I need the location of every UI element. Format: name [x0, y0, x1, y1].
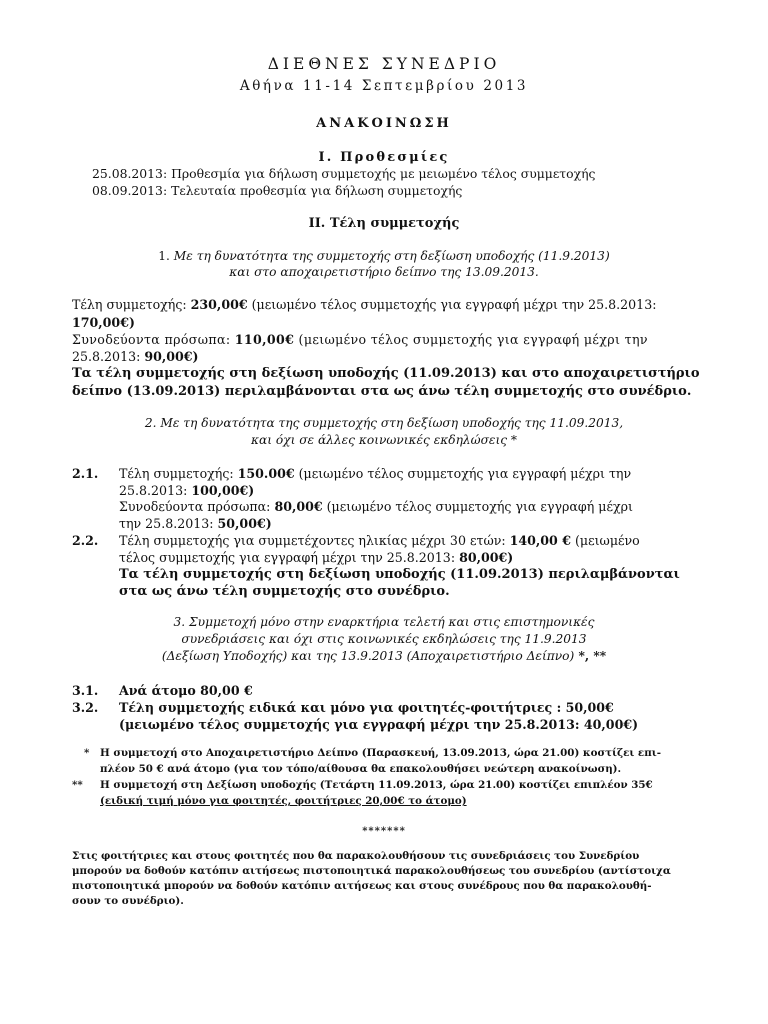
- footnote-marker-2: **: [72, 779, 83, 791]
- option1-included-line1: Τα τέλη συμμετοχής στη δεξίωση υποδοχής (11.09.2013) και στο αποχαιρετιστήριο: [72, 366, 700, 381]
- companions-reduced-note: (μειωμένο τέλος συμμετοχής για εγγραφή μέχρι: [322, 499, 633, 514]
- option3-footnote-markers: *, **: [574, 649, 607, 663]
- final-note-line2: μπορούν να δοθούν κατόπιν αιτήσεως πιστοποιητικά παρακολουθήσεως του συνεδρίου (αντίστοιχα: [72, 865, 671, 877]
- companions-reduced-note: (μειωμένο τέλος συμμετοχής για εγγραφή μέχρι την: [294, 332, 648, 347]
- companions-amount: 110,00€: [234, 332, 295, 347]
- footnote-1-line2: πλέον 50 € ανά άτομο (για τον τόπο/αίθουσα θα επακολουθήσει νεώτερη ανακοίνωση).: [100, 763, 622, 775]
- reduced-amount: 80,00€): [459, 550, 514, 565]
- option3-line3: [0, 649, 768, 663]
- conference-dates: Αθήνα 11-14 Σεπτεμβρίου 2013: [239, 78, 529, 94]
- option3-line3-text: (Δεξίωση Υποδοχής) και της 13.9.2013 (Αποχαιρετιστήριο Δείπνο): [161, 649, 575, 663]
- item-2-2-fee: [119, 533, 640, 548]
- option1-companions-reduced: [72, 349, 199, 364]
- item-3-1-fee: Ανά άτομο 80,00 €: [119, 683, 253, 698]
- final-note-line4: σουν το συνέδριο).: [72, 895, 184, 907]
- fees-title: ΙΙ. Τέλη συμμετοχής: [308, 216, 460, 231]
- option1-included-line2: δείπνο (13.09.2013) περιλαμβάνονται στα ως άνω τέλη συμμετοχής στο συνέδριο.: [72, 384, 692, 399]
- conference-title: ΔΙΕΘΝΕΣ ΣΥΝΕΔΡΙΟ: [267, 55, 501, 73]
- item-2-2-number: 2.2.: [72, 533, 99, 548]
- option2-included-line2: στα ως άνω τέλη συμμετοχής στο συνέδριο.: [119, 584, 450, 599]
- footnote-2-line2: (ειδική τιμή μόνο για φοιτητές, φοιτήτριες 20,00€ το άτομο): [100, 795, 467, 807]
- option3-line2: συνεδριάσεις και όχι στις κοινωνικές εκδηλώσεις της 11.9.2013: [181, 632, 587, 646]
- item-2-1-companions-reduced: [119, 516, 272, 531]
- item-2-1-reduced: [119, 483, 254, 498]
- companions-label: Συνοδεύοντα πρόσωπα:: [119, 499, 275, 514]
- fee-reduced-note: (μειωμένο τέλος συμμετοχής για εγγραφή μέχρι την 25.8.2013:: [247, 297, 657, 312]
- reduced-date: 25.8.2013:: [119, 483, 192, 498]
- footnote-marker-1: *: [84, 747, 90, 759]
- reduced-amount: 100,00€): [191, 483, 255, 498]
- option1-line1: Με τη δυνατότητα της συμμετοχής στη δεξίωση υποδοχής (11.9.2013): [169, 249, 610, 263]
- footnote-2-line1: Η συμμετοχή στη Δεξίωση υποδοχής (Τετάρτη 11.09.2013, ώρα 21.00) κοστίζει επιπλέον 35€: [100, 779, 653, 791]
- option2-line1: 2. Με τη δυνατότητα της συμμετοχής στη δεξίωση υποδοχής της 11.09.2013,: [144, 416, 624, 430]
- deadline-text: Τελευταία προθεσμία για δήλωση συμμετοχής: [167, 183, 463, 198]
- deadline-item: [92, 166, 595, 181]
- fee-amount: 150.00€: [237, 466, 295, 481]
- option1-fee: [72, 297, 656, 312]
- deadline-date: 25.08.2013:: [92, 166, 168, 181]
- students-reduced-note: (μειωμένο τέλος συμμετοχής για εγγραφή μέχρι την 25.8.2013:: [119, 717, 584, 732]
- option2-included-line1: Τα τέλη συμμετοχής στη δεξίωση υποδοχής (11.09.2013) περιλαμβάνονται: [119, 567, 680, 582]
- footnote-1-line1: Η συμμετοχή στο Αποχαιρετιστήριο Δείπνο (Παρασκευή, 13.09.2013, ώρα 21.00) κοστίζει επι-: [100, 747, 661, 759]
- deadlines-title: Ι. Προθεσμίες: [318, 150, 450, 165]
- option2-line2: και όχι σε άλλες κοινωνικές εκδηλώσεις *: [250, 433, 518, 447]
- companions-reduced-amount: 90,00€): [144, 349, 199, 364]
- item-3-2-reduced: [119, 717, 638, 732]
- fee-amount: 230,00€: [190, 297, 248, 312]
- students-fee-label: Τέλη συμμετοχής ειδικά και μόνο για φοιτητές-φοιτήτριες :: [119, 700, 566, 715]
- item-3-1-number: 3.1.: [72, 683, 99, 698]
- item-2-1-number: 2.1.: [72, 466, 99, 481]
- reduced-date: την 25.8.2013:: [119, 516, 218, 531]
- deadline-date: 08.09.2013:: [92, 183, 168, 198]
- fee-label: Τέλη συμμετοχής:: [119, 466, 238, 481]
- deadline-item: [92, 183, 462, 198]
- option1-companions: [72, 332, 648, 347]
- fee-label: Τέλη συμμετοχής για συμμετέχοντες ηλικίας μέχρι 30 ετών:: [119, 533, 510, 548]
- companions-amount: 80,00€: [274, 499, 323, 514]
- fee-amount: 140,00 €: [509, 533, 571, 548]
- students-fee-amount: 50,00€: [565, 700, 614, 715]
- announcement-heading: ΑΝΑΚΟΙΝΩΣΗ: [316, 116, 452, 131]
- companions-label: Συνοδεύοντα πρόσωπα:: [72, 332, 235, 347]
- reduced-note: τέλος συμμετοχής για εγγραφή μέχρι την 25.8.2013:: [119, 550, 460, 565]
- companions-reduced-date: 25.8.2013:: [72, 349, 145, 364]
- students-reduced-amount: 40,00€): [583, 717, 639, 732]
- option3-line1: 3. Συμμετοχή μόνο στην εναρκτήρια τελετή και στις επιστημονικές: [173, 615, 595, 629]
- separator: *******: [362, 826, 406, 837]
- item-2-1-companions: [119, 499, 633, 514]
- fee-label: Τέλη συμμετοχής:: [72, 297, 191, 312]
- reduced-amount: 50,00€): [217, 516, 272, 531]
- deadline-text: Προθεσμία για δήλωση συμμετοχής με μειωμένο τέλος συμμετοχής: [167, 166, 596, 181]
- item-2-2-reduced: [119, 550, 513, 565]
- fee-reduced-note: (μειωμένο: [570, 533, 640, 548]
- option1-line2: και στο αποχαιρετιστήριο δείπνο της 13.09.2013.: [229, 265, 539, 279]
- final-note-line3: πιστοποιητικά μπορούν να δοθούν κατόπιν αιτήσεως και στους συνέδρους που θα παρακολουθή-: [72, 880, 652, 892]
- option1-number: 1.: [158, 249, 170, 263]
- fee-reduced-note: (μειωμένο τέλος συμμετοχής για εγγραφή μέχρι την: [294, 466, 632, 481]
- item-3-2-number: 3.2.: [72, 700, 99, 715]
- item-2-1-fee: [119, 466, 631, 481]
- final-note-line1: Στις φοιτήτριες και στους φοιτητές που θα παρακολουθήσουν τις συνεδριάσεις του Συνεδρίου: [72, 850, 640, 862]
- option1-reduced-fee: 170,00€): [72, 315, 135, 330]
- option1-heading: [0, 249, 768, 263]
- item-3-2-fee: [119, 700, 614, 715]
